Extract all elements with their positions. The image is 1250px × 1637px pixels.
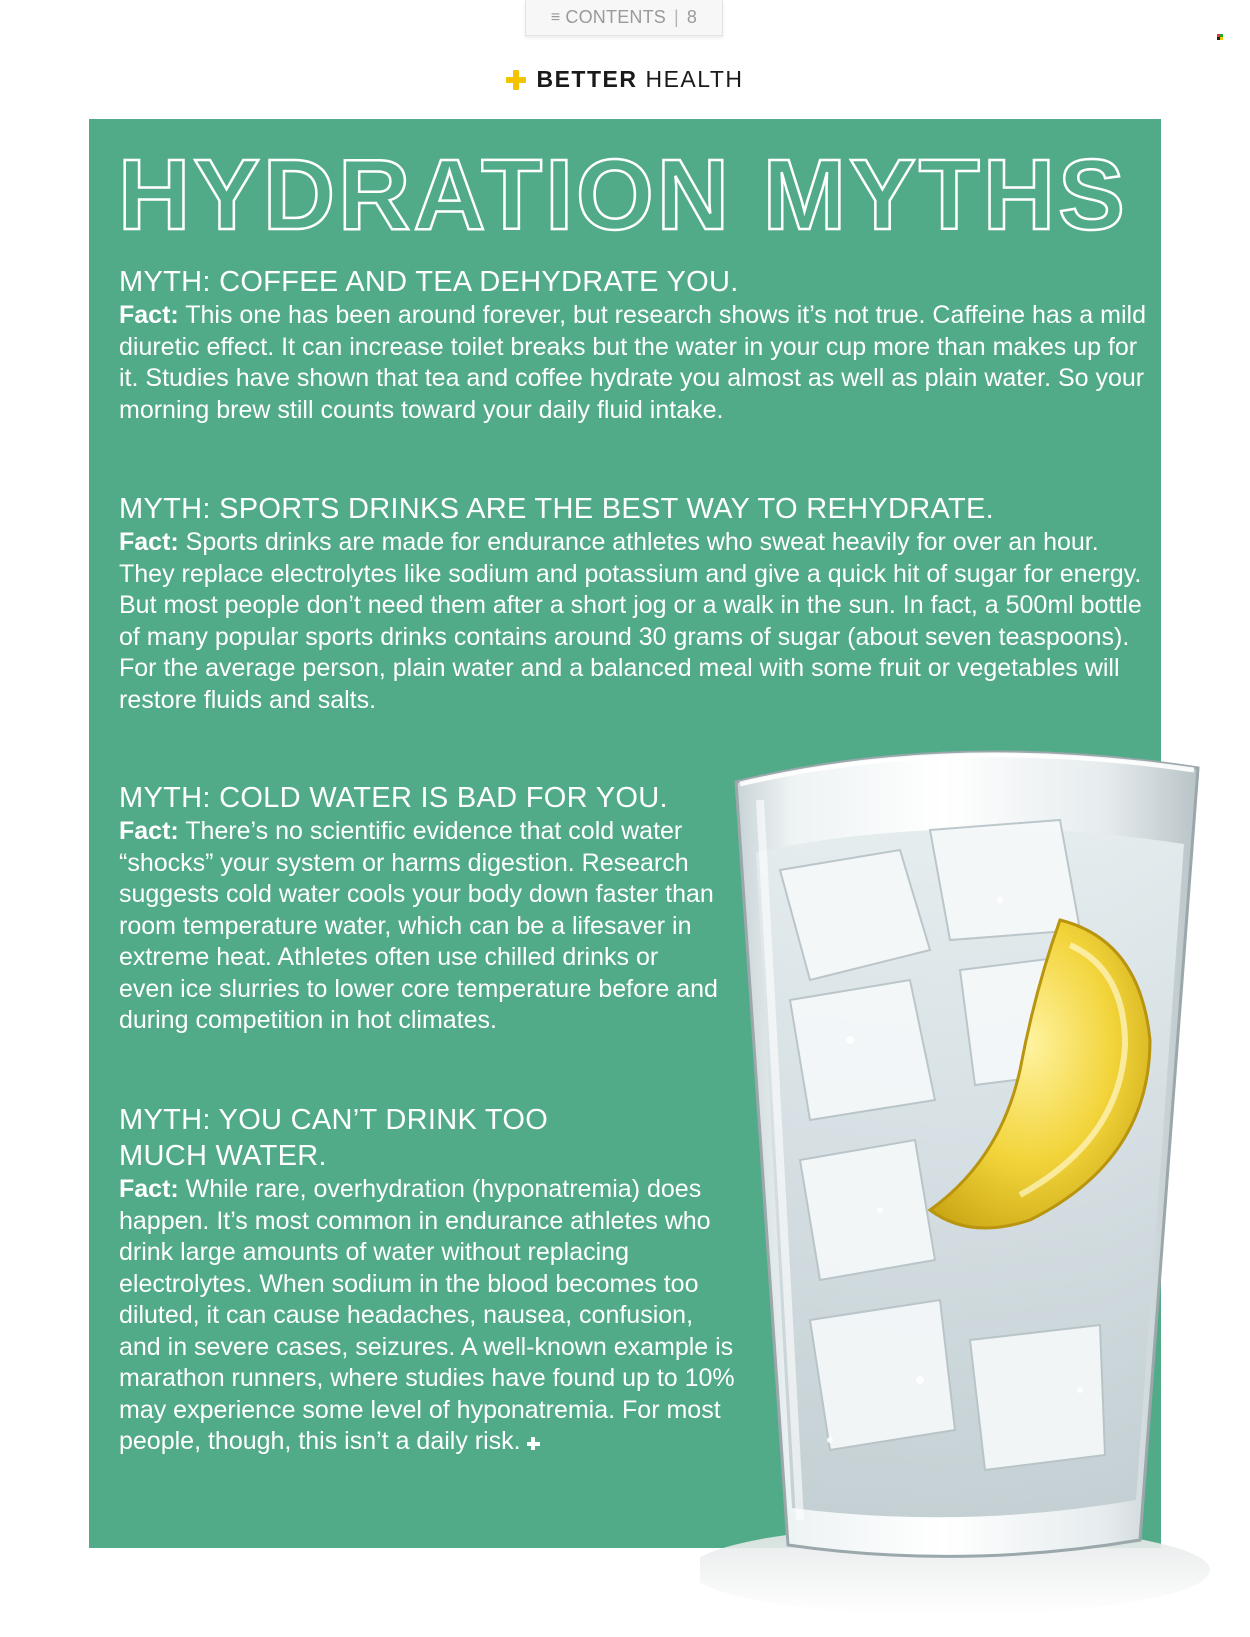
myth-section-2: [119, 491, 1149, 716]
myth-fact: [119, 527, 1149, 716]
water-glass-illustration: [700, 740, 1220, 1637]
fact-text: This one has been around forever, but research shows it’s not true. Caffeine has a mild diuretic effect. It can increase toilet breaks but the water in your cup more than makes up for it. Studies have shown that tea and coffee hydrate you almost as well as plain water. So your morning brew still counts toward your daily fluid intake.: [119, 301, 1146, 424]
myth-section-3: [119, 780, 719, 1037]
myth-heading: MYTH: COLD WATER IS BAD FOR YOU.: [119, 782, 668, 814]
health-cross-icon: [506, 70, 526, 90]
brand-bold: BETTER: [536, 66, 638, 92]
fact-text: While rare, overhydration (hyponatremia) does happen. It’s most common in endurance athletes who drink large amounts of water without replacing electrolytes. When sodium in the blood becomes too diluted, it can cause headaches, nausea, confusion, and in severe cases, seizures. A well-known example is marathon runners, where studies have found up to 10% may experience some level of hyponatremia. For most people, though, this isn’t a daily risk.: [119, 1175, 735, 1455]
myth-section-4: [119, 1102, 739, 1458]
contents-tab[interactable]: [525, 0, 723, 36]
myth-fact: [119, 1174, 739, 1458]
page-title: HYDRATION MYTHS: [118, 139, 1128, 251]
myth-heading: MYTH: COFFEE AND TEA DEHYDRATE YOU.: [119, 266, 739, 298]
myth-fact: [119, 300, 1149, 426]
contents-label: CONTENTS: [565, 7, 667, 27]
myth-section-1: [119, 264, 1149, 426]
fact-label: Fact:: [119, 817, 179, 845]
color-mark-icon: [1217, 34, 1224, 41]
tab-separator: |: [674, 7, 679, 27]
fact-text: Sports drinks are made for endurance athletes who sweat heavily for over an hour. They replace electrolytes like sodium and potassium and give a quick hit of sugar for energy. But most people don’t need them after a short jog or a walk in the sun. In fact, a 500ml bottle of many popular sports drinks contains around 30 grams of sugar (about seven teaspoons). For the average person, plain water and a balanced meal with some fruit or vegetables will restore fluids and salts.: [119, 528, 1142, 714]
end-of-article-cross-icon: [527, 1437, 540, 1450]
fact-label: Fact:: [119, 1175, 179, 1203]
fact-text: There’s no scientific evidence that cold water “shocks” your system or harms digestion. Research suggests cold water cools your body down faster than room temperature water, which can be a lifesaver in extreme heat. Athletes often use chilled drinks or even ice slurries to lower core temperature before and during competition in hot climates.: [119, 817, 718, 1034]
section-brand: [0, 66, 1250, 93]
myth-fact: [119, 816, 719, 1037]
page-number: 8: [686, 7, 698, 27]
menu-lines-icon: ≡: [550, 8, 561, 26]
brand-regular: HEALTH: [645, 66, 744, 92]
fact-label: Fact:: [119, 301, 179, 329]
myth-heading: MYTH: YOU CAN’T DRINK TOO MUCH WATER.: [119, 1104, 549, 1172]
fact-label: Fact:: [119, 528, 179, 556]
myth-heading: MYTH: SPORTS DRINKS ARE THE BEST WAY TO REHYDRATE.: [119, 493, 994, 525]
